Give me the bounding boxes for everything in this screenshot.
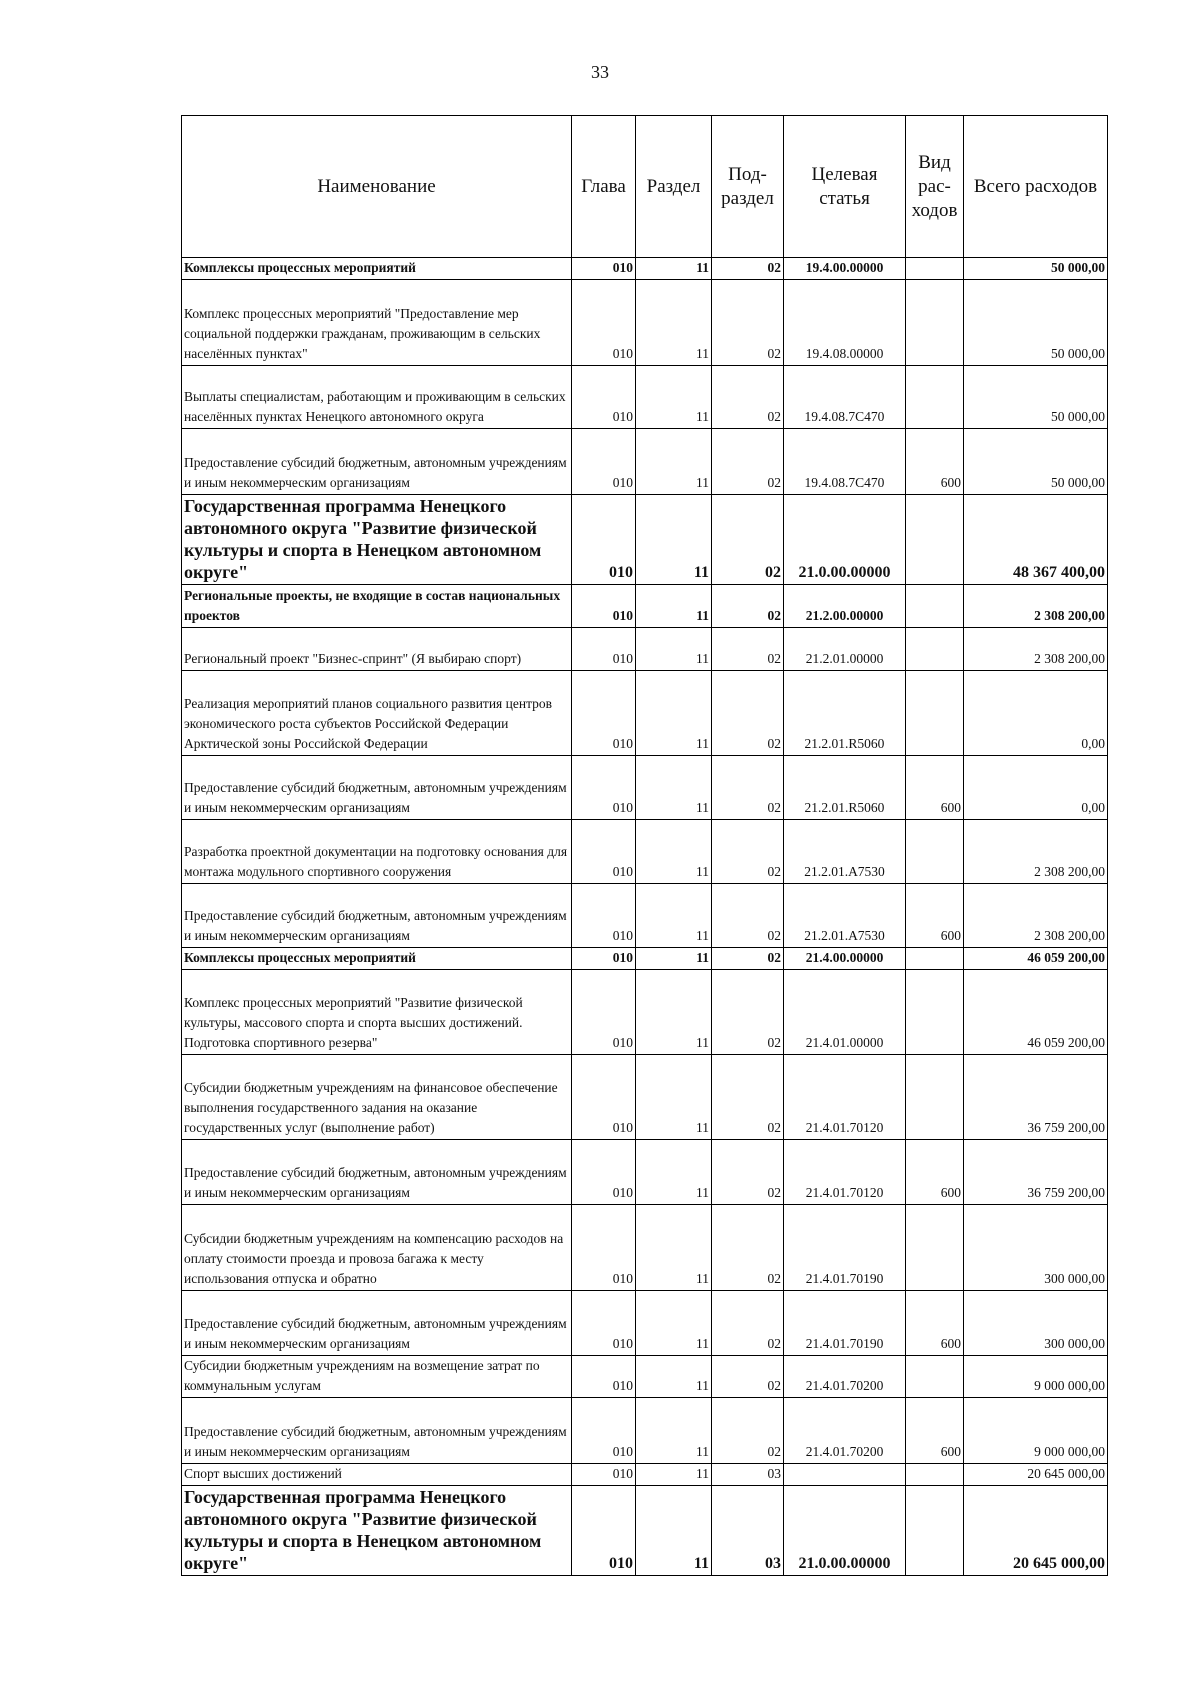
- table-row: [182, 1205, 1108, 1291]
- row-glava: 010: [572, 1464, 636, 1486]
- row-razdel: 11: [636, 1464, 712, 1486]
- row-vid: [906, 1464, 964, 1486]
- row-celevaya: 19.4.08.00000: [784, 280, 906, 366]
- row-total: 46 059 200,00: [964, 948, 1108, 970]
- row-glava: 010: [572, 756, 636, 820]
- row-podrazdel: 02: [712, 970, 784, 1055]
- row-glava: 010: [572, 1291, 636, 1356]
- row-podrazdel: 02: [712, 1356, 784, 1398]
- row-total: 50 000,00: [964, 280, 1108, 366]
- row-name: Разработка проектной документации на подготовку основания для монтажа модульного спортивного сооружения: [182, 820, 572, 884]
- header-celevaya-line2: статья: [819, 187, 870, 209]
- row-razdel: 11: [636, 1356, 712, 1398]
- row-podrazdel: 02: [712, 820, 784, 884]
- row-vid: [906, 671, 964, 756]
- row-razdel: 11: [636, 1291, 712, 1356]
- row-podrazdel: 02: [712, 671, 784, 756]
- row-razdel: 11: [636, 1055, 712, 1140]
- row-podrazdel: 02: [712, 1205, 784, 1291]
- row-celevaya: 21.2.01.А7530: [784, 884, 906, 948]
- table-row: [182, 1356, 1108, 1398]
- row-vid: 600: [906, 1398, 964, 1464]
- row-celevaya: 21.4.01.70200: [784, 1398, 906, 1464]
- row-podrazdel: 02: [712, 585, 784, 628]
- row-glava: 010: [572, 970, 636, 1055]
- row-glava: 010: [572, 628, 636, 671]
- row-glava: 010: [572, 495, 636, 585]
- row-celevaya: 21.4.01.00000: [784, 970, 906, 1055]
- header-celevaya-line1: Целевая: [811, 163, 878, 185]
- header-vid-line1: Вид: [918, 151, 951, 173]
- row-name: Комплекс процессных мероприятий "Предоставление мер социальной поддержки гражданам, проживающим в сельских населённых пунктах": [182, 280, 572, 366]
- table-row: [182, 1486, 1108, 1576]
- row-total: 48 367 400,00: [964, 495, 1108, 585]
- row-total: 300 000,00: [964, 1291, 1108, 1356]
- row-total: 9 000 000,00: [964, 1398, 1108, 1464]
- row-name: Субсидии бюджетным учреждениям на возмещение затрат по коммунальным услугам: [182, 1356, 572, 1398]
- row-podrazdel: 02: [712, 1398, 784, 1464]
- row-total: 0,00: [964, 671, 1108, 756]
- budget-table: [181, 115, 1108, 1576]
- row-name: Региональный проект "Бизнес-спринт" (Я выбираю спорт): [182, 628, 572, 671]
- row-podrazdel: 02: [712, 948, 784, 970]
- row-glava: 010: [572, 258, 636, 280]
- row-vid: [906, 1356, 964, 1398]
- row-vid: [906, 280, 964, 366]
- row-total: 46 059 200,00: [964, 970, 1108, 1055]
- row-celevaya: 21.2.01.А7530: [784, 820, 906, 884]
- table-row: [182, 820, 1108, 884]
- table-row: [182, 671, 1108, 756]
- table-row: [182, 585, 1108, 628]
- row-vid: 600: [906, 756, 964, 820]
- row-total: 2 308 200,00: [964, 820, 1108, 884]
- row-glava: 010: [572, 948, 636, 970]
- table-row: [182, 258, 1108, 280]
- row-glava: 010: [572, 366, 636, 429]
- row-celevaya: 21.4.01.70190: [784, 1205, 906, 1291]
- row-razdel: 11: [636, 884, 712, 948]
- row-name: Государственная программа Ненецкого автономного округа "Развитие физической культуры и спорта в Ненецком автономном округе": [182, 1486, 572, 1576]
- row-razdel: 11: [636, 585, 712, 628]
- row-glava: 010: [572, 1398, 636, 1464]
- row-total: 50 000,00: [964, 429, 1108, 495]
- row-podrazdel: 02: [712, 1291, 784, 1356]
- row-podrazdel: 02: [712, 280, 784, 366]
- table-row: [182, 970, 1108, 1055]
- row-total: 9 000 000,00: [964, 1356, 1108, 1398]
- row-total: 300 000,00: [964, 1205, 1108, 1291]
- row-glava: 010: [572, 429, 636, 495]
- row-name: Предоставление субсидий бюджетным, автономным учреждениям и иным некоммерческим организациям: [182, 1291, 572, 1356]
- row-vid: [906, 820, 964, 884]
- row-name: Реализация мероприятий планов социального развития центров экономического роста субъектов Российской Федерации Арктической зоны Российской Федерации: [182, 671, 572, 756]
- row-glava: 010: [572, 1205, 636, 1291]
- table-row: [182, 1055, 1108, 1140]
- row-name: Выплаты специалистам, работающим и проживающим в сельских населённых пунктах Ненецкого автономного округа: [182, 366, 572, 429]
- row-name: Комплексы процессных мероприятий: [182, 948, 572, 970]
- row-vid: [906, 1486, 964, 1576]
- row-vid: 600: [906, 1291, 964, 1356]
- row-total: 50 000,00: [964, 258, 1108, 280]
- row-celevaya: 21.4.01.70120: [784, 1140, 906, 1205]
- row-glava: 010: [572, 820, 636, 884]
- row-glava: 010: [572, 671, 636, 756]
- row-name: Предоставление субсидий бюджетным, автономным учреждениям и иным некоммерческим организациям: [182, 1140, 572, 1205]
- row-celevaya: 19.4.08.7С470: [784, 366, 906, 429]
- row-razdel: 11: [636, 1140, 712, 1205]
- row-celevaya: 19.4.00.00000: [784, 258, 906, 280]
- row-podrazdel: 02: [712, 429, 784, 495]
- row-total: 50 000,00: [964, 366, 1108, 429]
- row-razdel: 11: [636, 948, 712, 970]
- table-row: [182, 1291, 1108, 1356]
- row-vid: [906, 366, 964, 429]
- row-razdel: 11: [636, 280, 712, 366]
- row-celevaya: 21.2.01.R5060: [784, 756, 906, 820]
- table-row: [182, 756, 1108, 820]
- row-name: Региональные проекты, не входящие в состав национальных проектов: [182, 585, 572, 628]
- row-razdel: 11: [636, 671, 712, 756]
- row-total: 2 308 200,00: [964, 585, 1108, 628]
- page-number: 33: [591, 62, 609, 82]
- row-vid: [906, 970, 964, 1055]
- row-vid: 600: [906, 429, 964, 495]
- row-name: Субсидии бюджетным учреждениям на компенсацию расходов на оплату стоимости проезда и провоза багажа к месту использования отпуска и обратно: [182, 1205, 572, 1291]
- row-glava: 010: [572, 1486, 636, 1576]
- row-glava: 010: [572, 884, 636, 948]
- row-total: 0,00: [964, 756, 1108, 820]
- row-podrazdel: 02: [712, 366, 784, 429]
- row-celevaya: 21.2.00.00000: [784, 585, 906, 628]
- row-razdel: 11: [636, 1486, 712, 1576]
- row-total: 36 759 200,00: [964, 1140, 1108, 1205]
- table-row: [182, 1398, 1108, 1464]
- row-total: 36 759 200,00: [964, 1055, 1108, 1140]
- row-celevaya: 21.4.00.00000: [784, 948, 906, 970]
- table-header-row: [182, 116, 1108, 258]
- row-celevaya: 21.2.01.R5060: [784, 671, 906, 756]
- row-vid: [906, 948, 964, 970]
- header-name: Наименование: [182, 116, 572, 258]
- row-vid: [906, 1055, 964, 1140]
- row-celevaya: 21.2.01.00000: [784, 628, 906, 671]
- table-row: [182, 495, 1108, 585]
- header-celevaya: [784, 116, 906, 258]
- row-podrazdel: 02: [712, 756, 784, 820]
- row-vid: [906, 495, 964, 585]
- row-name: Комплекс процессных мероприятий "Развитие физической культуры, массового спорта и спорта высших достижений. Подготовка спортивного резерва": [182, 970, 572, 1055]
- row-razdel: 11: [636, 258, 712, 280]
- row-podrazdel: 03: [712, 1464, 784, 1486]
- row-glava: 010: [572, 1055, 636, 1140]
- row-vid: 600: [906, 884, 964, 948]
- row-celevaya: 21.4.01.70200: [784, 1356, 906, 1398]
- row-glava: 010: [572, 1140, 636, 1205]
- header-glava: Глава: [572, 116, 636, 258]
- row-vid: [906, 258, 964, 280]
- row-podrazdel: 03: [712, 1486, 784, 1576]
- table-row: [182, 366, 1108, 429]
- row-name: Спорт высших достижений: [182, 1464, 572, 1486]
- row-razdel: 11: [636, 495, 712, 585]
- table-row: [182, 280, 1108, 366]
- row-glava: 010: [572, 280, 636, 366]
- header-podrazdel: [712, 116, 784, 258]
- row-glava: 010: [572, 1356, 636, 1398]
- row-razdel: 11: [636, 756, 712, 820]
- row-podrazdel: 02: [712, 1140, 784, 1205]
- table-row: [182, 948, 1108, 970]
- table-row: [182, 884, 1108, 948]
- table-row: [182, 429, 1108, 495]
- row-total: 2 308 200,00: [964, 628, 1108, 671]
- table-row: [182, 1464, 1108, 1486]
- row-razdel: 11: [636, 628, 712, 671]
- row-podrazdel: 02: [712, 495, 784, 585]
- header-vid-line2: рас-: [918, 175, 951, 197]
- header-podrazdel-line1: Под-: [728, 163, 767, 185]
- row-name: Предоставление субсидий бюджетным, автономным учреждениям и иным некоммерческим организациям: [182, 884, 572, 948]
- table-row: [182, 1140, 1108, 1205]
- row-vid: [906, 628, 964, 671]
- row-razdel: 11: [636, 366, 712, 429]
- row-podrazdel: 02: [712, 884, 784, 948]
- row-razdel: 11: [636, 429, 712, 495]
- row-name: Предоставление субсидий бюджетным, автономным учреждениям и иным некоммерческим организациям: [182, 429, 572, 495]
- row-vid: [906, 585, 964, 628]
- row-total: 20 645 000,00: [964, 1486, 1108, 1576]
- header-podrazdel-line2: раздел: [721, 187, 774, 209]
- row-razdel: 11: [636, 1205, 712, 1291]
- row-celevaya: [784, 1464, 906, 1486]
- header-total: Всего расходов: [964, 116, 1108, 258]
- row-podrazdel: 02: [712, 258, 784, 280]
- row-razdel: 11: [636, 1398, 712, 1464]
- row-name: Предоставление субсидий бюджетным, автономным учреждениям и иным некоммерческим организациям: [182, 1398, 572, 1464]
- row-celevaya: 21.0.00.00000: [784, 1486, 906, 1576]
- row-name: Комплексы процессных мероприятий: [182, 258, 572, 280]
- row-celevaya: 21.0.00.00000: [784, 495, 906, 585]
- row-vid: [906, 1205, 964, 1291]
- header-vid: [906, 116, 964, 258]
- row-name: Государственная программа Ненецкого автономного округа "Развитие физической культуры и спорта в Ненецком автономном округе": [182, 495, 572, 585]
- row-name: Предоставление субсидий бюджетным, автономным учреждениям и иным некоммерческим организациям: [182, 756, 572, 820]
- header-razdel: Раздел: [636, 116, 712, 258]
- row-vid: 600: [906, 1140, 964, 1205]
- row-podrazdel: 02: [712, 628, 784, 671]
- row-razdel: 11: [636, 970, 712, 1055]
- row-celevaya: 21.4.01.70120: [784, 1055, 906, 1140]
- row-razdel: 11: [636, 820, 712, 884]
- row-total: 2 308 200,00: [964, 884, 1108, 948]
- row-total: 20 645 000,00: [964, 1464, 1108, 1486]
- header-vid-line3: ходов: [911, 199, 958, 221]
- row-name: Субсидии бюджетным учреждениям на финансовое обеспечение выполнения государственного задания на оказание государственных услуг (выполнение работ): [182, 1055, 572, 1140]
- row-celevaya: 19.4.08.7С470: [784, 429, 906, 495]
- row-celevaya: 21.4.01.70190: [784, 1291, 906, 1356]
- row-podrazdel: 02: [712, 1055, 784, 1140]
- table-row: [182, 628, 1108, 671]
- row-glava: 010: [572, 585, 636, 628]
